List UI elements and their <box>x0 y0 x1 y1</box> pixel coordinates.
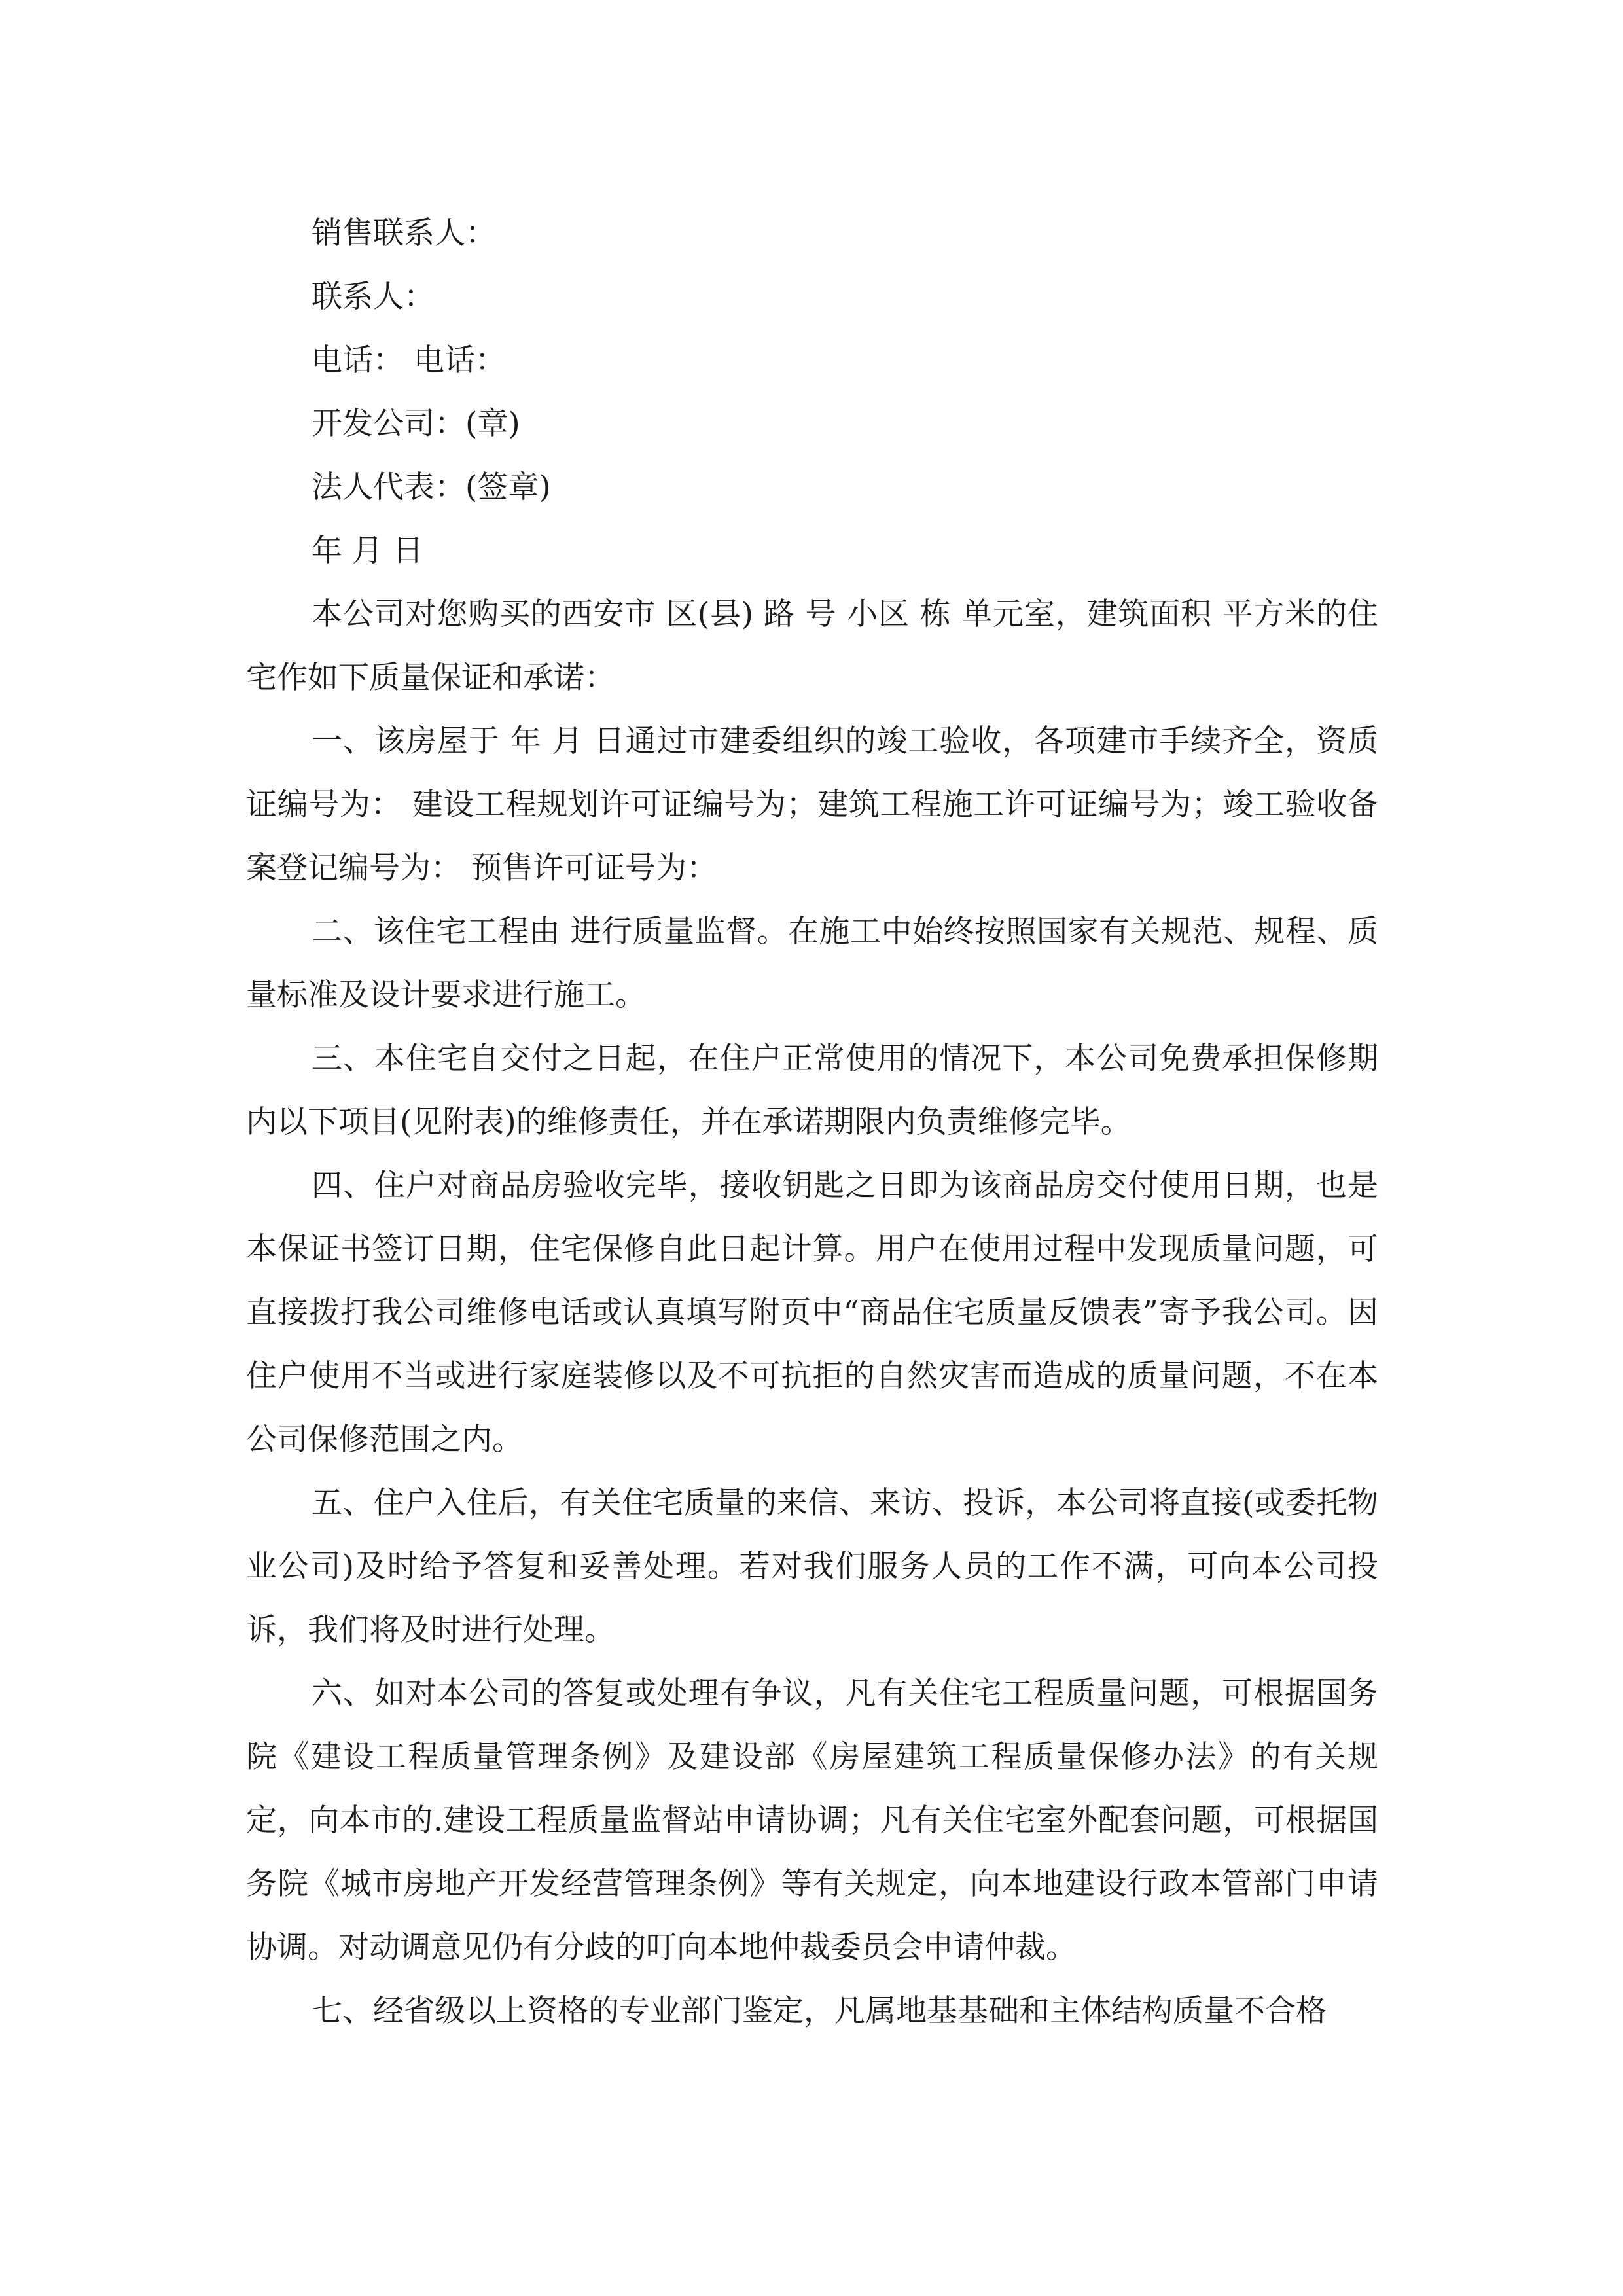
clause-2-paragraph: 二、该住宅工程由 进行质量监督。在施工中始终按照国家有关规范、规程、质量标准及设计要求进行施工。 <box>246 914 1378 1013</box>
developer-seal-line: 开发公司：(章) <box>312 406 520 442</box>
clause-5-paragraph: 五、住户入住后，有关住宅质量的来信、来访、投诉，本公司将直接(或委托物业公司)及时给予答复和妥善处理。若对我们服务人员的工作不满，可向本公司投诉，我们将及时进行处理。 <box>246 1485 1378 1648</box>
legal-representative-line: 法人代表：(签章) <box>312 469 551 505</box>
clause-3-paragraph: 三、本住宅自交付之日起，在住户正常使用的情况下，本公司免费承担保修期内以下项目(见附表)的维修责任，并在承诺期限内负责维修完毕。 <box>246 1041 1378 1140</box>
document-body <box>246 202 1378 2043</box>
sales-contact-line: 销售联系人： <box>312 215 496 251</box>
clause-4-paragraph: 四、住户对商品房验收完毕，接收钥匙之日即为该商品房交付使用日期，也是本保证书签订日期，住宅保修自此日起计算。用户在使用过程中发现质量问题，可直接拨打我公司维修电话或认真填写附页中“商品住宅质量反馈表”寄予我公司。因住户使用不当或进行家庭装修以及不可抗拒的自然灾害而造成的质量问题，不在本公司保修范围之内。 <box>246 1168 1378 1458</box>
date-line: 年 月 日 <box>312 533 423 569</box>
intro-paragraph: 本公司对您购买的西安市 区(县) 路 号 小区 栋 单元室，建筑面积 平方米的住宅作如下质量保证和承诺： <box>246 596 1378 696</box>
clause-6-paragraph: 六、如对本公司的答复或处理有争议，凡有关住宅工程质量问题，可根据国务院《建设工程质量管理条例》及建设部《房屋建筑工程质量保修办法》的有关规定，向本市的.建设工程质量监督站申请协调；凡有关住宅室外配套问题，可根据国务院《城市房地产开发经营管理条例》等有关规定，向本地建设行政本管部门申请协调。对动调意见仍有分歧的叮向本地仲裁委员会申请仲裁。 <box>246 1676 1378 1965</box>
contact-line: 联系人： <box>312 279 435 315</box>
clause-1-paragraph: 一、该房屋于 年 月 日通过市建委组织的竣工验收，各项建市手续齐全，资质证编号为： 建设工程规划许可证编号为；建筑工程施工许可证编号为；竣工验收备案登记编号为： 预售许可证号为： <box>246 723 1378 886</box>
phone-line: 电话： 电话： <box>312 342 506 378</box>
clause-7-paragraph: 七、经省级以上资格的专业部门鉴定，凡属地基基础和主体结构质量不合格 <box>312 1993 1327 2029</box>
